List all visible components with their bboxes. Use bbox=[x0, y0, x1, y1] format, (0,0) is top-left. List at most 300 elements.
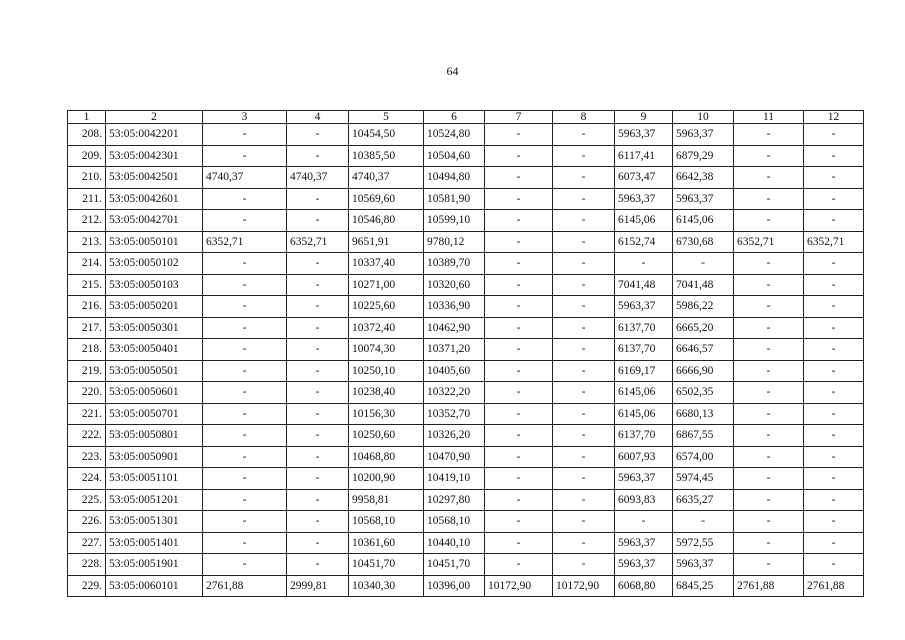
value-cell: 10419,10 bbox=[424, 468, 485, 490]
value-cell: 5963,37 bbox=[673, 188, 734, 210]
value-cell: 6665,20 bbox=[673, 317, 734, 339]
value-cell: - bbox=[203, 446, 287, 468]
value-cell: 6635,27 bbox=[673, 489, 734, 511]
value-cell: - bbox=[287, 382, 349, 404]
value-cell: 6145,06 bbox=[673, 210, 734, 232]
value-cell: - bbox=[485, 210, 553, 232]
cadastral-number-cell: 53:05:0050103 bbox=[106, 274, 203, 296]
value-cell: 6073,47 bbox=[615, 167, 673, 189]
value-cell: 5963,37 bbox=[615, 532, 673, 554]
value-cell: - bbox=[287, 296, 349, 318]
value-cell: 10320,60 bbox=[424, 274, 485, 296]
value-cell: 9651,91 bbox=[349, 231, 424, 253]
value-cell: - bbox=[485, 489, 553, 511]
table-row bbox=[68, 296, 864, 318]
value-cell: - bbox=[287, 532, 349, 554]
value-cell: - bbox=[804, 425, 864, 447]
column-header: 9 bbox=[615, 111, 673, 124]
value-cell: - bbox=[203, 210, 287, 232]
value-cell: - bbox=[287, 511, 349, 533]
value-cell: 10271,00 bbox=[349, 274, 424, 296]
value-cell: 10524,80 bbox=[424, 124, 485, 146]
value-cell: - bbox=[734, 210, 804, 232]
row-number-cell: 208. bbox=[68, 124, 106, 146]
value-cell: - bbox=[203, 253, 287, 275]
value-cell: - bbox=[485, 446, 553, 468]
value-cell: 10440,10 bbox=[424, 532, 485, 554]
value-cell: 10389,70 bbox=[424, 253, 485, 275]
value-cell: 7041,48 bbox=[615, 274, 673, 296]
column-header: 3 bbox=[203, 111, 287, 124]
value-cell: - bbox=[485, 532, 553, 554]
value-cell: - bbox=[734, 253, 804, 275]
value-cell: - bbox=[734, 532, 804, 554]
value-cell: - bbox=[553, 274, 615, 296]
data-table bbox=[67, 110, 864, 597]
value-cell: - bbox=[734, 124, 804, 146]
cadastral-number-cell: 53:05:0050701 bbox=[106, 403, 203, 425]
value-cell: - bbox=[203, 532, 287, 554]
value-cell: - bbox=[734, 446, 804, 468]
value-cell: 10074,30 bbox=[349, 339, 424, 361]
value-cell: 10569,60 bbox=[349, 188, 424, 210]
value-cell: - bbox=[485, 296, 553, 318]
cadastral-number-cell: 53:05:0050301 bbox=[106, 317, 203, 339]
value-cell: - bbox=[553, 210, 615, 232]
row-number-cell: 223. bbox=[68, 446, 106, 468]
table-row bbox=[68, 231, 864, 253]
value-cell: - bbox=[485, 253, 553, 275]
row-number-cell: 218. bbox=[68, 339, 106, 361]
value-cell: - bbox=[804, 468, 864, 490]
row-number-cell: 216. bbox=[68, 296, 106, 318]
value-cell: 10156,30 bbox=[349, 403, 424, 425]
value-cell: 6145,06 bbox=[615, 210, 673, 232]
value-cell: - bbox=[485, 425, 553, 447]
cadastral-number-cell: 53:05:0042201 bbox=[106, 124, 203, 146]
value-cell: - bbox=[734, 489, 804, 511]
cadastral-number-cell: 53:05:0050501 bbox=[106, 360, 203, 382]
value-cell: - bbox=[553, 489, 615, 511]
value-cell: - bbox=[553, 511, 615, 533]
value-cell: - bbox=[804, 554, 864, 576]
value-cell: - bbox=[804, 511, 864, 533]
column-header: 2 bbox=[106, 111, 203, 124]
value-cell: - bbox=[203, 468, 287, 490]
value-cell: - bbox=[804, 274, 864, 296]
value-cell: - bbox=[287, 403, 349, 425]
value-cell: - bbox=[287, 425, 349, 447]
table-row bbox=[68, 167, 864, 189]
column-header: 5 bbox=[349, 111, 424, 124]
value-cell: - bbox=[553, 145, 615, 167]
value-cell: 6642,38 bbox=[673, 167, 734, 189]
value-cell: - bbox=[553, 253, 615, 275]
cadastral-number-cell: 53:05:0042601 bbox=[106, 188, 203, 210]
value-cell: 6502,35 bbox=[673, 382, 734, 404]
value-cell: - bbox=[203, 124, 287, 146]
value-cell: - bbox=[287, 489, 349, 511]
value-cell: - bbox=[485, 124, 553, 146]
value-cell: - bbox=[804, 532, 864, 554]
table-row bbox=[68, 382, 864, 404]
row-number-cell: 215. bbox=[68, 274, 106, 296]
value-cell: - bbox=[734, 145, 804, 167]
table-row bbox=[68, 145, 864, 167]
table-row bbox=[68, 188, 864, 210]
value-cell: - bbox=[485, 511, 553, 533]
value-cell: 4740,37 bbox=[203, 167, 287, 189]
column-header: 8 bbox=[553, 111, 615, 124]
value-cell: 6680,13 bbox=[673, 403, 734, 425]
value-cell: - bbox=[804, 317, 864, 339]
value-cell: - bbox=[804, 489, 864, 511]
value-cell: 10396,00 bbox=[424, 575, 485, 597]
table-row bbox=[68, 210, 864, 232]
value-cell: - bbox=[673, 511, 734, 533]
cadastral-number-cell: 53:05:0050201 bbox=[106, 296, 203, 318]
value-cell: 6867,55 bbox=[673, 425, 734, 447]
value-cell: 6879,29 bbox=[673, 145, 734, 167]
value-cell: 6068,80 bbox=[615, 575, 673, 597]
value-cell: 5972,55 bbox=[673, 532, 734, 554]
value-cell: - bbox=[553, 317, 615, 339]
table-row bbox=[68, 124, 864, 146]
value-cell: 5963,37 bbox=[615, 554, 673, 576]
value-cell: 6093,83 bbox=[615, 489, 673, 511]
table-row bbox=[68, 360, 864, 382]
value-cell: 6169,17 bbox=[615, 360, 673, 382]
value-cell: - bbox=[287, 468, 349, 490]
value-cell: 10568,10 bbox=[424, 511, 485, 533]
value-cell: 10470,90 bbox=[424, 446, 485, 468]
value-cell: 6137,70 bbox=[615, 339, 673, 361]
column-header: 6 bbox=[424, 111, 485, 124]
row-number-cell: 226. bbox=[68, 511, 106, 533]
row-number-cell: 229. bbox=[68, 575, 106, 597]
value-cell: - bbox=[553, 468, 615, 490]
value-cell: - bbox=[203, 425, 287, 447]
cadastral-number-cell: 53:05:0051901 bbox=[106, 554, 203, 576]
value-cell: - bbox=[485, 317, 553, 339]
value-cell: - bbox=[553, 339, 615, 361]
column-header: 1 bbox=[68, 111, 106, 124]
value-cell: 6117,41 bbox=[615, 145, 673, 167]
value-cell: 10250,60 bbox=[349, 425, 424, 447]
value-cell: 6007,93 bbox=[615, 446, 673, 468]
value-cell: - bbox=[287, 210, 349, 232]
table-row bbox=[68, 253, 864, 275]
value-cell: - bbox=[203, 274, 287, 296]
value-cell: - bbox=[287, 124, 349, 146]
value-cell: 5963,37 bbox=[615, 468, 673, 490]
value-cell: 6574,00 bbox=[673, 446, 734, 468]
value-cell: - bbox=[203, 382, 287, 404]
row-number-cell: 219. bbox=[68, 360, 106, 382]
row-number-cell: 222. bbox=[68, 425, 106, 447]
value-cell: 10172,90 bbox=[485, 575, 553, 597]
value-cell: - bbox=[734, 511, 804, 533]
value-cell: 6137,70 bbox=[615, 317, 673, 339]
cadastral-number-cell: 53:05:0050102 bbox=[106, 253, 203, 275]
column-header: 11 bbox=[734, 111, 804, 124]
value-cell: - bbox=[553, 446, 615, 468]
value-cell: - bbox=[734, 403, 804, 425]
table-row bbox=[68, 511, 864, 533]
value-cell: 2761,88 bbox=[804, 575, 864, 597]
value-cell: 6352,71 bbox=[287, 231, 349, 253]
cadastral-number-cell: 53:05:0060101 bbox=[106, 575, 203, 597]
value-cell: 10372,40 bbox=[349, 317, 424, 339]
value-cell: - bbox=[287, 274, 349, 296]
value-cell: 5963,37 bbox=[673, 124, 734, 146]
row-number-cell: 212. bbox=[68, 210, 106, 232]
table-row bbox=[68, 274, 864, 296]
row-number-cell: 224. bbox=[68, 468, 106, 490]
column-header: 4 bbox=[287, 111, 349, 124]
value-cell: - bbox=[485, 382, 553, 404]
column-header: 12 bbox=[804, 111, 864, 124]
cadastral-number-cell: 53:05:0042501 bbox=[106, 167, 203, 189]
value-cell: 10599,10 bbox=[424, 210, 485, 232]
value-cell: 10405,60 bbox=[424, 360, 485, 382]
value-cell: - bbox=[804, 339, 864, 361]
value-cell: - bbox=[734, 296, 804, 318]
value-cell: - bbox=[734, 425, 804, 447]
row-number-cell: 209. bbox=[68, 145, 106, 167]
cadastral-number-cell: 53:05:0051401 bbox=[106, 532, 203, 554]
value-cell: 6145,06 bbox=[615, 403, 673, 425]
value-cell: - bbox=[553, 403, 615, 425]
value-cell: 10337,40 bbox=[349, 253, 424, 275]
value-cell: - bbox=[553, 425, 615, 447]
value-cell: - bbox=[485, 468, 553, 490]
value-cell: - bbox=[287, 188, 349, 210]
value-cell: 10172,90 bbox=[553, 575, 615, 597]
row-number-cell: 227. bbox=[68, 532, 106, 554]
value-cell: 6646,57 bbox=[673, 339, 734, 361]
table-row bbox=[68, 554, 864, 576]
value-cell: 5963,37 bbox=[615, 188, 673, 210]
value-cell: 5963,37 bbox=[615, 296, 673, 318]
value-cell: - bbox=[553, 360, 615, 382]
value-cell: - bbox=[287, 360, 349, 382]
table-row bbox=[68, 446, 864, 468]
value-cell: - bbox=[553, 188, 615, 210]
value-cell: 10581,90 bbox=[424, 188, 485, 210]
value-cell: 10454,50 bbox=[349, 124, 424, 146]
value-cell: 10468,80 bbox=[349, 446, 424, 468]
value-cell: - bbox=[287, 317, 349, 339]
value-cell: - bbox=[804, 382, 864, 404]
row-number-cell: 213. bbox=[68, 231, 106, 253]
value-cell: - bbox=[804, 188, 864, 210]
value-cell: 6845,25 bbox=[673, 575, 734, 597]
row-number-cell: 211. bbox=[68, 188, 106, 210]
value-cell: - bbox=[804, 210, 864, 232]
table-row bbox=[68, 403, 864, 425]
value-cell: - bbox=[203, 360, 287, 382]
value-cell: 10200,90 bbox=[349, 468, 424, 490]
value-cell: 5986,22 bbox=[673, 296, 734, 318]
value-cell: 2761,88 bbox=[203, 575, 287, 597]
value-cell: 4740,37 bbox=[287, 167, 349, 189]
row-number-cell: 225. bbox=[68, 489, 106, 511]
value-cell: - bbox=[804, 124, 864, 146]
value-cell: 10326,20 bbox=[424, 425, 485, 447]
table-row bbox=[68, 532, 864, 554]
cadastral-number-cell: 53:05:0050401 bbox=[106, 339, 203, 361]
value-cell: - bbox=[485, 145, 553, 167]
value-cell: - bbox=[673, 253, 734, 275]
value-cell: 10385,50 bbox=[349, 145, 424, 167]
table-row bbox=[68, 575, 864, 597]
value-cell: - bbox=[485, 554, 553, 576]
value-cell: - bbox=[804, 446, 864, 468]
row-number-cell: 228. bbox=[68, 554, 106, 576]
cadastral-number-cell: 53:05:0051201 bbox=[106, 489, 203, 511]
value-cell: 6145,06 bbox=[615, 382, 673, 404]
value-cell: 10504,60 bbox=[424, 145, 485, 167]
table-row bbox=[68, 489, 864, 511]
value-cell: - bbox=[553, 296, 615, 318]
cadastral-number-cell: 53:05:0050601 bbox=[106, 382, 203, 404]
cadastral-number-cell: 53:05:0042701 bbox=[106, 210, 203, 232]
value-cell: - bbox=[734, 167, 804, 189]
value-cell: - bbox=[287, 554, 349, 576]
value-cell: 9780,12 bbox=[424, 231, 485, 253]
column-header: 7 bbox=[485, 111, 553, 124]
row-number-cell: 221. bbox=[68, 403, 106, 425]
value-cell: 6352,71 bbox=[203, 231, 287, 253]
value-cell: - bbox=[734, 468, 804, 490]
value-cell: 6730,68 bbox=[673, 231, 734, 253]
value-cell: - bbox=[553, 124, 615, 146]
value-cell: 5963,37 bbox=[673, 554, 734, 576]
value-cell: - bbox=[734, 360, 804, 382]
value-cell: - bbox=[804, 253, 864, 275]
cadastral-number-cell: 53:05:0050901 bbox=[106, 446, 203, 468]
value-cell: - bbox=[804, 360, 864, 382]
value-cell: 10238,40 bbox=[349, 382, 424, 404]
table-row bbox=[68, 339, 864, 361]
value-cell: - bbox=[203, 339, 287, 361]
value-cell: 10361,60 bbox=[349, 532, 424, 554]
value-cell: 10371,20 bbox=[424, 339, 485, 361]
value-cell: - bbox=[553, 532, 615, 554]
cadastral-number-cell: 53:05:0050101 bbox=[106, 231, 203, 253]
table-header-row bbox=[68, 111, 864, 124]
value-cell: - bbox=[485, 167, 553, 189]
value-cell: - bbox=[485, 339, 553, 361]
value-cell: - bbox=[804, 403, 864, 425]
value-cell: - bbox=[203, 188, 287, 210]
value-cell: 6666,90 bbox=[673, 360, 734, 382]
value-cell: 10546,80 bbox=[349, 210, 424, 232]
value-cell: - bbox=[485, 403, 553, 425]
value-cell: - bbox=[203, 145, 287, 167]
value-cell: 10352,70 bbox=[424, 403, 485, 425]
table-row bbox=[68, 317, 864, 339]
value-cell: - bbox=[287, 253, 349, 275]
value-cell: - bbox=[804, 296, 864, 318]
value-cell: - bbox=[203, 554, 287, 576]
value-cell: - bbox=[485, 274, 553, 296]
value-cell: 5963,37 bbox=[615, 124, 673, 146]
value-cell: - bbox=[203, 317, 287, 339]
value-cell: 10322,20 bbox=[424, 382, 485, 404]
value-cell: - bbox=[485, 360, 553, 382]
value-cell: 4740,37 bbox=[349, 167, 424, 189]
row-number-cell: 214. bbox=[68, 253, 106, 275]
value-cell: 10340,30 bbox=[349, 575, 424, 597]
value-cell: - bbox=[287, 145, 349, 167]
value-cell: - bbox=[615, 511, 673, 533]
value-cell: - bbox=[553, 231, 615, 253]
value-cell: - bbox=[553, 167, 615, 189]
value-cell: 10225,60 bbox=[349, 296, 424, 318]
value-cell: - bbox=[734, 188, 804, 210]
value-cell: - bbox=[553, 554, 615, 576]
value-cell: 10451,70 bbox=[349, 554, 424, 576]
value-cell: 10462,90 bbox=[424, 317, 485, 339]
value-cell: - bbox=[804, 167, 864, 189]
value-cell: - bbox=[734, 382, 804, 404]
column-header: 10 bbox=[673, 111, 734, 124]
value-cell: - bbox=[553, 382, 615, 404]
cadastral-number-cell: 53:05:0050801 bbox=[106, 425, 203, 447]
row-number-cell: 217. bbox=[68, 317, 106, 339]
cadastral-number-cell: 53:05:0051101 bbox=[106, 468, 203, 490]
value-cell: - bbox=[287, 446, 349, 468]
table-row bbox=[68, 468, 864, 490]
value-cell: - bbox=[485, 231, 553, 253]
value-cell: 6152,74 bbox=[615, 231, 673, 253]
value-cell: 5974,45 bbox=[673, 468, 734, 490]
value-cell: 2761,88 bbox=[734, 575, 804, 597]
table-row bbox=[68, 425, 864, 447]
value-cell: 6137,70 bbox=[615, 425, 673, 447]
value-cell: - bbox=[734, 274, 804, 296]
value-cell: - bbox=[615, 253, 673, 275]
value-cell: - bbox=[804, 145, 864, 167]
value-cell: - bbox=[203, 403, 287, 425]
value-cell: - bbox=[203, 511, 287, 533]
value-cell: 10297,80 bbox=[424, 489, 485, 511]
value-cell: - bbox=[203, 489, 287, 511]
value-cell: 10451,70 bbox=[424, 554, 485, 576]
value-cell: 10336,90 bbox=[424, 296, 485, 318]
row-number-cell: 220. bbox=[68, 382, 106, 404]
value-cell: 2999,81 bbox=[287, 575, 349, 597]
cadastral-number-cell: 53:05:0042301 bbox=[106, 145, 203, 167]
value-cell: 10568,10 bbox=[349, 511, 424, 533]
value-cell: 7041,48 bbox=[673, 274, 734, 296]
value-cell: - bbox=[734, 339, 804, 361]
value-cell: - bbox=[734, 554, 804, 576]
value-cell: - bbox=[485, 188, 553, 210]
value-cell: - bbox=[734, 317, 804, 339]
value-cell: - bbox=[287, 339, 349, 361]
cadastral-number-cell: 53:05:0051301 bbox=[106, 511, 203, 533]
page-number: 64 bbox=[446, 64, 459, 78]
value-cell: 9958,81 bbox=[349, 489, 424, 511]
value-cell: 10250,10 bbox=[349, 360, 424, 382]
value-cell: - bbox=[203, 296, 287, 318]
value-cell: 6352,71 bbox=[804, 231, 864, 253]
value-cell: 6352,71 bbox=[734, 231, 804, 253]
value-cell: 10494,80 bbox=[424, 167, 485, 189]
